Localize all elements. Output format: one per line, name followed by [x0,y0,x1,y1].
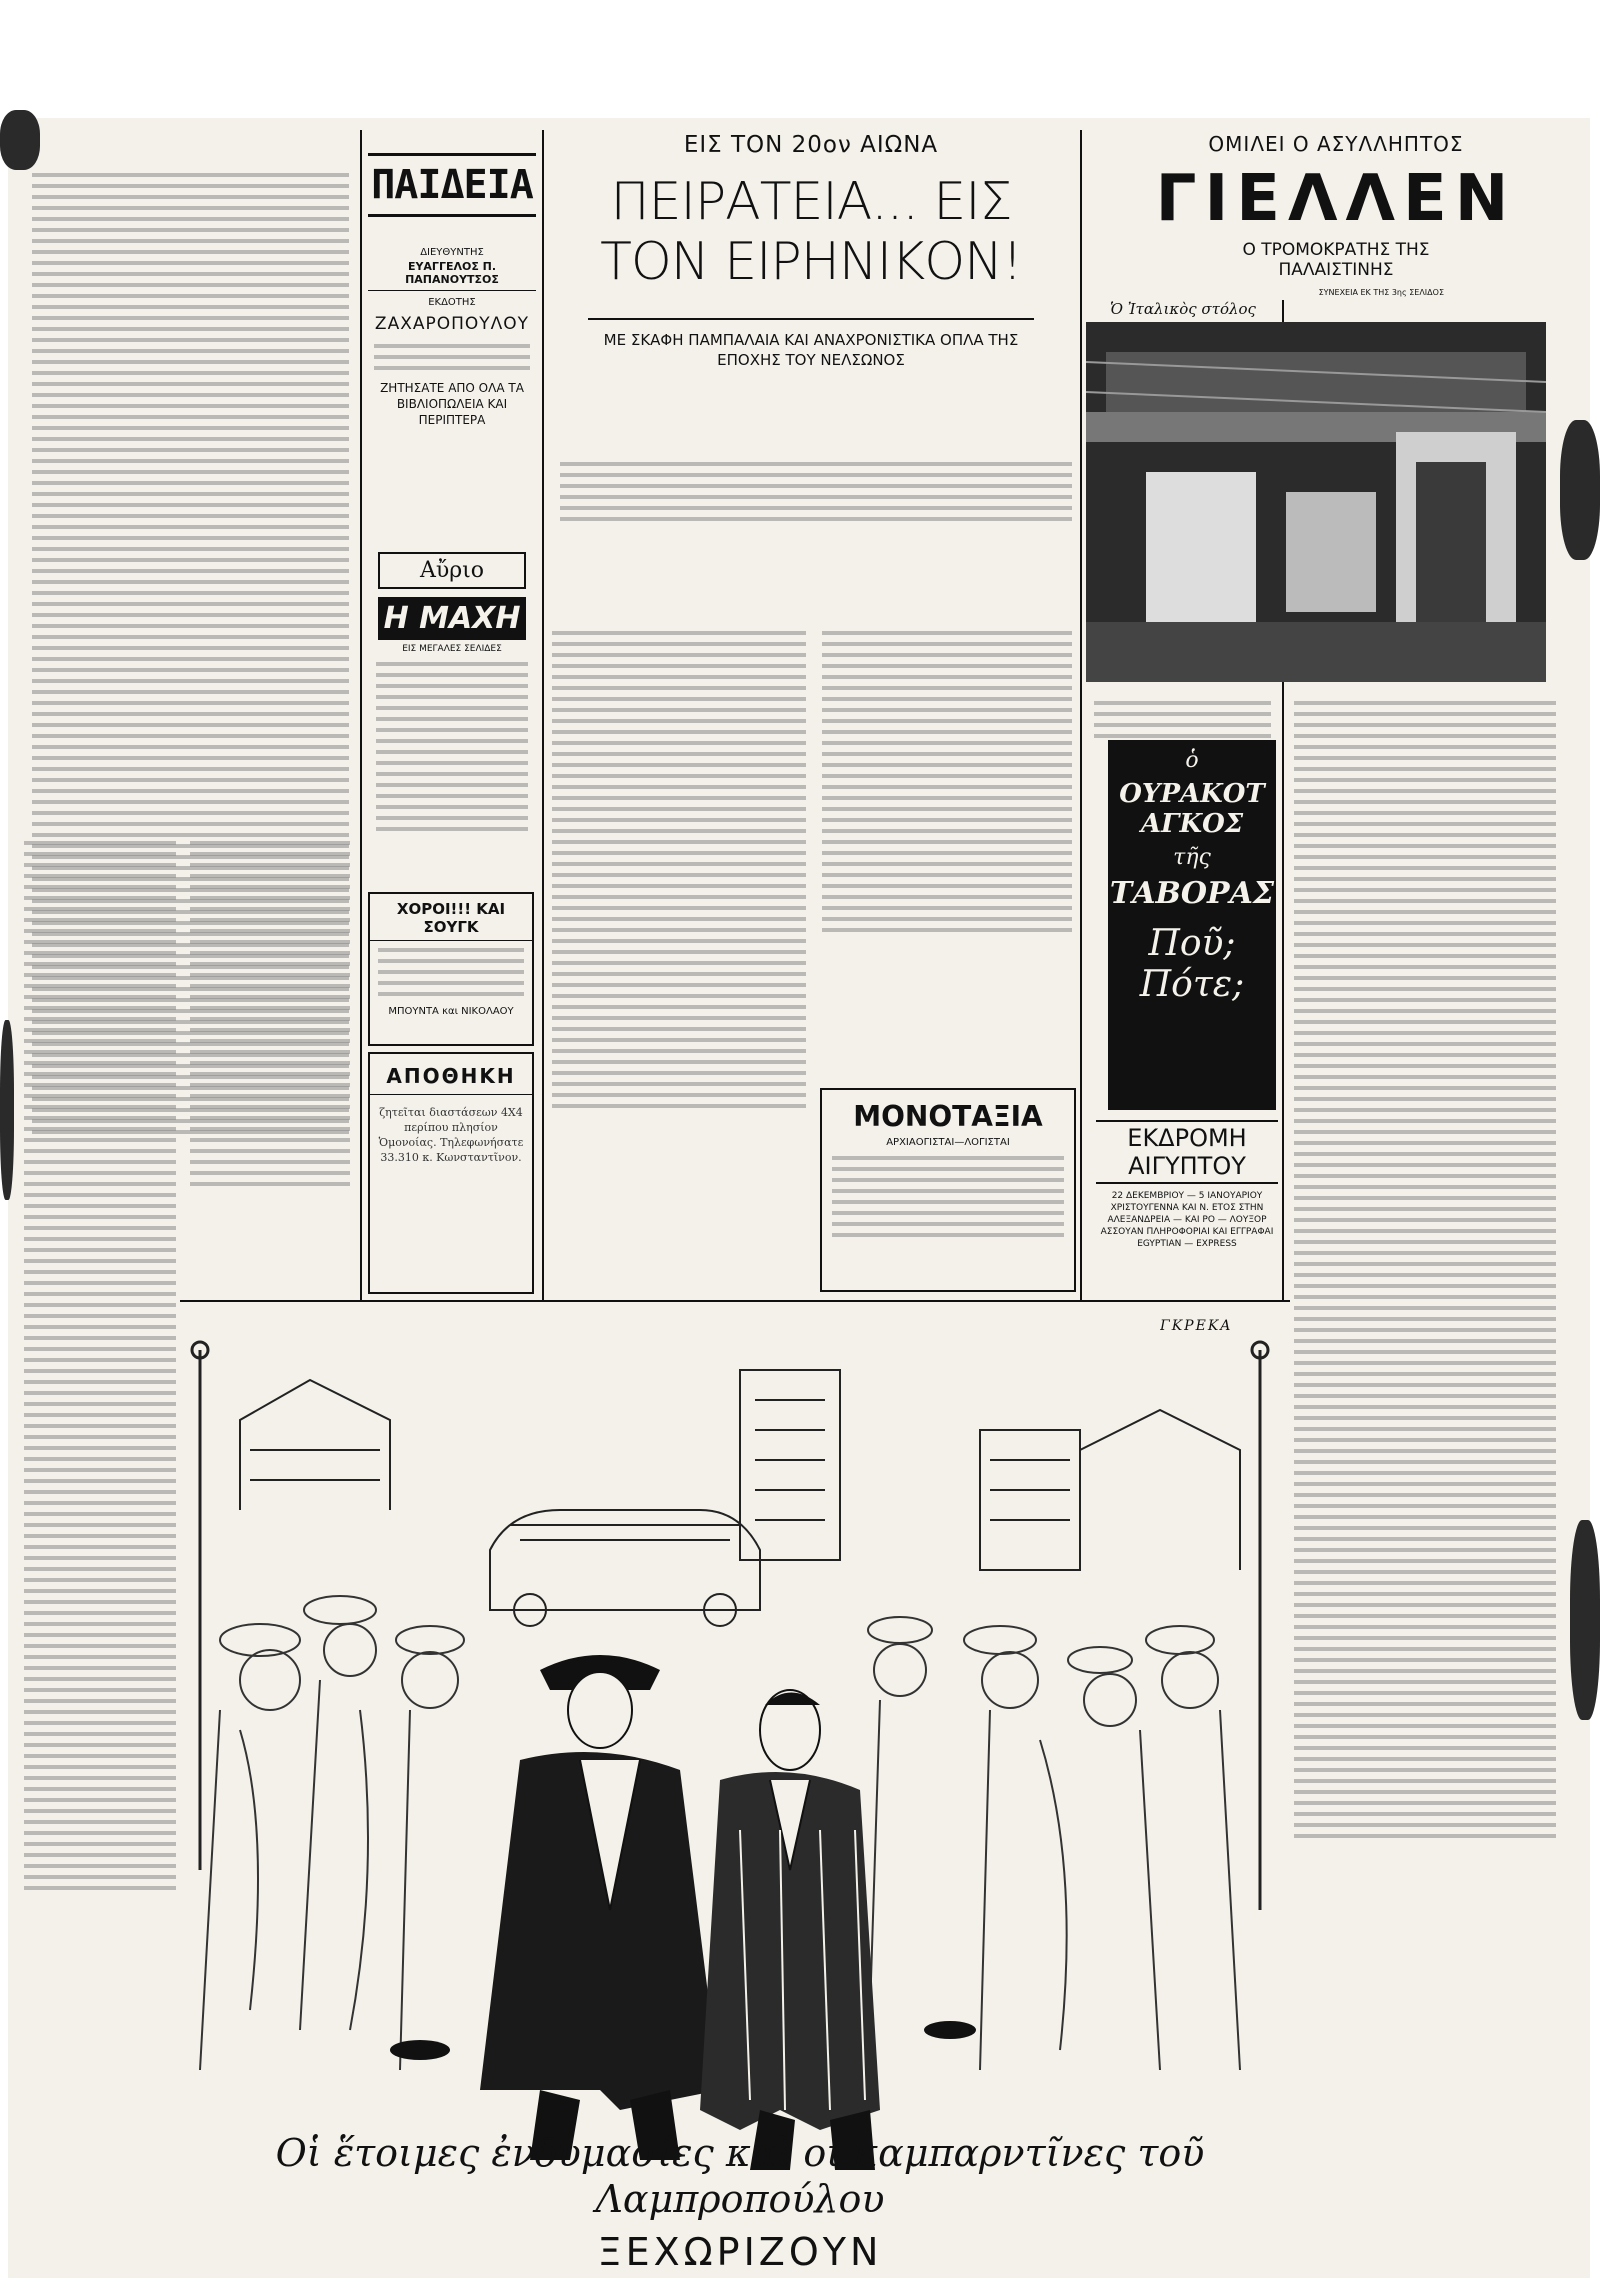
piracy-body-right [818,620,1076,1080]
fleet-photo-caption: Ὁ Ἰταλικὸς στόλος [1110,300,1256,318]
choroi-title: ΧΟΡΟΙ!!! ΚΑΙ ΣΟΥΓΚ [370,900,532,941]
paideia-title: ΠΑΙΔΕΙΑ [368,153,536,217]
paideia-publisher: ΖΑΧΑΡΟΠΟΥΛΟΥ [374,314,530,334]
monotaxia-sub: ΑΡΧΙΑΟΓΙΣΤΑΙ—ΛΟΓΙΣΤΑΙ [886,1137,1010,1148]
avrio-ad [368,552,536,872]
gellen-body [1290,690,1560,2280]
apothiki-title: ΑΠΟΘΗΚΗ [370,1064,532,1095]
apothiki-text: ζητεῖται διαστάσεων 4Χ4 περίπου πλησίον Ὁμονοίας. Τηλεφωνήσατε 33.310 κ. Κωνσταντῖνον. [378,1106,524,1164]
paideia-ad [368,135,536,545]
ekdromi-text: 22 ΔΕΚΕΜΒΡΙΟΥ — 5 ΙΑΝΟΥΑΡΙΟΥ ΧΡΙΣΤΟΥΓΕΝΝΑ ΚΑΙ Ν. ΕΤΟΣ ΣΤΗΝ ΑΛΕΞΑΝΔΡΕΙΑ — ΚΑΙ ΡΟ — ΛΟΥΞΟΡ ΑΣΣΟΥΑΝ ΠΛΗΡΟΦΟΡΙΑΙ ΚΑΙ ΕΓΓΡΑΦΑΙ EGYPTIAN — EXPRESS [1100,1191,1274,1249]
ourakotagkos-line1: ὁ [1185,748,1199,773]
ourakotagkos-line5: Ποῦ; [1148,923,1236,964]
column-rule [1080,130,1082,1300]
avrio-title: Η ΜΑΧΗ [378,597,526,640]
cartoon-caption-bold: ΞΕΧΩΡΙΖΟΥΝ [597,2230,883,2274]
piracy-lead [560,455,1072,575]
gellen-kicker: ΟΜΙΛΕΙ Ο ΑΣΥΛΛΗΠΤΟΣ [1208,132,1464,156]
piracy-kicker: ΕΙΣ ΤΟΝ 20ον ΑΙΩΝΑ [683,132,939,158]
left-article-column [20,830,180,2270]
paideia-availability: ΖΗΤΗΣΑΤΕ ΑΠΟ ΟΛΑ ΤΑ ΒΙΒΛΙΟΠΩΛΕΙΑ ΚΑΙ ΠΕΡΙΠΤΕΡΑ [380,381,524,427]
ourakotagkos-ad [1108,740,1276,1110]
column-rule [360,130,362,1300]
choroi-signature: ΜΠΟΥΝΤΑ και ΝΙΚΟΛΑΟΥ [388,1006,514,1017]
section-rule [180,1300,1290,1302]
avrio-sub: ΕΙΣ ΜΕΓΑΛΕΣ ΣΕΛΙΔΕΣ [402,644,502,654]
gellen-continued [1284,288,1444,318]
torn-edge [0,1020,14,1200]
monotaxia-title: ΜΟΝΟΤΑΞΙΑ [853,1100,1043,1133]
ekdromi-title: ΕΚΔΡΟΜΗ ΑΙΓΥΠΤΟΥ [1096,1120,1278,1184]
ourakotagkos-line2: ΟΥΡΑΚΟΤΑΓΚΟΣ [1119,779,1265,839]
cartoon-caption [260,2130,1220,2280]
piracy-headline: ΠΕΙΡΑΤΕΙΑ... ΕΙΣ ΤΟΝ ΕΙΡΗΝΙΚΟΝ! [600,172,1022,292]
piracy-subhead: ΜΕ ΣΚΑΦΗ ΠΑΜΠΑΛΑΙΑ ΚΑΙ ΑΝΑΧΡΟΝΙΣΤΙΚΑ ΟΠΛΑ ΤΗΣ ΕΠΟΧΗΣ ΤΟΥ ΝΕΛΣΩΝΟΣ [588,318,1034,370]
paideia-director: ΕΥΑΓΓΕΛΟΣ Π. ΠΑΠΑΝΟΥΤΣΟΣ [368,260,536,291]
ekdromi-ad [1096,1120,1278,1290]
torn-edge [1570,1520,1600,1720]
piracy-feature [548,124,1074,454]
center-article-column [186,830,354,1300]
torn-edge [1560,420,1600,560]
fleet-photo [1092,300,1274,320]
fleet-photo-image [1086,322,1546,682]
avrio-label: Αὔριο [378,552,526,589]
ourakotagkos-line6: Πότε; [1139,964,1245,1005]
choroi-ad [368,892,534,1046]
gellen-continued-label: ΣΥΝΕΧΕΙΑ ΕΚ ΤΗΣ 3ης ΣΕΛΙΔΟΣ [1318,288,1444,297]
piracy-body-left [548,620,810,1300]
gellen-feature [1086,124,1586,304]
lamprópoulos-cartoon [180,1310,1280,2210]
torn-edge [0,110,40,170]
gellen-subhead: Ο ΤΡΟΜΟΚΡΑΤΗΣ ΤΗΣ ΠΑΛΑΙΣΤΙΝΗΣ [1242,240,1430,280]
paideia-director-label: ΔΙΕΥΘΥΝΤΗΣ [420,247,484,258]
ourakotagkos-line4: ΤΑΒΟΡΑΣ [1109,876,1275,911]
paideia-publisher-label: ΕΚΔΟΤΗΣ [428,297,476,308]
cartoon-signature-text: ΓΚΡΕΚΑ [1160,1318,1233,1334]
apothiki-ad [368,1052,534,1294]
cartoon-signature [1160,1318,1270,1342]
ourakotagkos-line3: τῆς [1173,845,1211,870]
gellen-headline: ΓΙΕΛΛΕΝ [1155,162,1517,236]
column-rule [542,130,544,1300]
monotaxia-ad [820,1088,1076,1292]
cartoon-caption-script: Οἱ ἕτοιμες ἐνδυμασίες καὶ οἱ καμπαρντῖνες τοῦ Λαμπροπούλου [275,2131,1205,2221]
